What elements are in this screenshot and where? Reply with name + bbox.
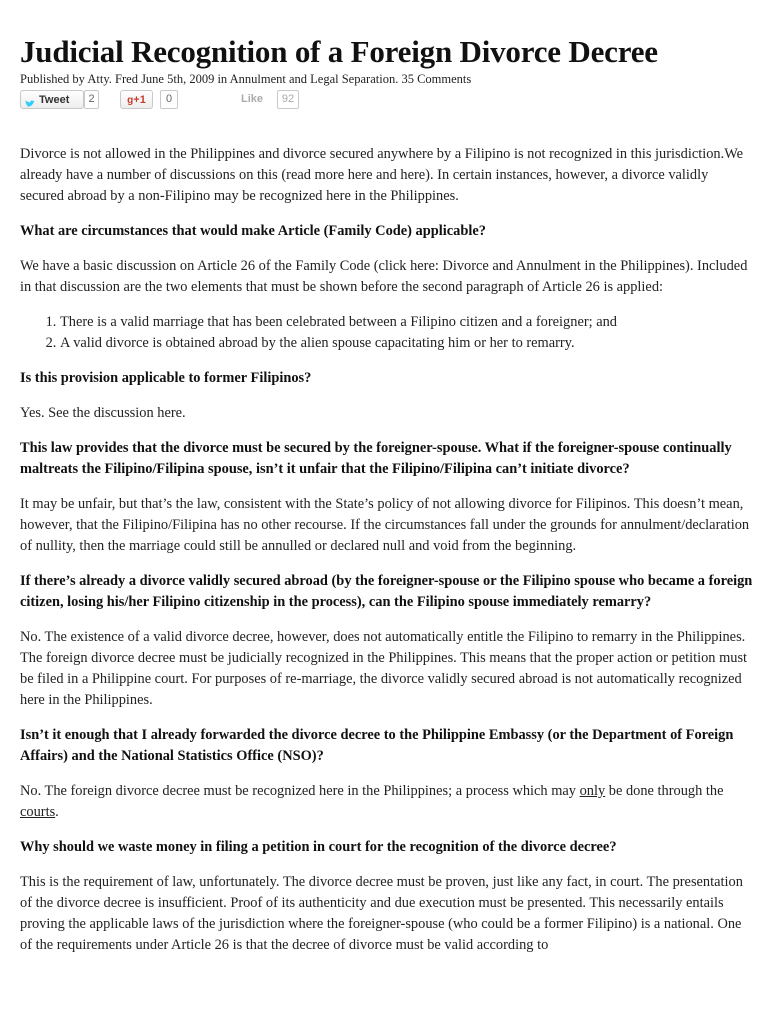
- tweet-count: 2: [84, 90, 99, 109]
- google-plus-icon: g: [127, 95, 134, 106]
- list-item: 1. There is a valid marriage that has been celebrated between a Filipino citizen and a foreigner; and: [60, 312, 755, 333]
- paragraph-answer: [20, 781, 755, 823]
- question-heading: If there’s already a divorce validly secured abroad (by the foreigner-spouse or the Filipino spouse who became a foreign citizen, losing his/her Filipino citizenship in the process), can the Filipino spouse immediately remarry?: [20, 573, 753, 610]
- like-count: 92: [277, 90, 299, 109]
- question-heading: Is this provision applicable to former Filipinos?: [20, 370, 312, 386]
- paragraph-article-26: We have a basic discussion on Article 26 of the Family Code (click here: Divorce and Annulment in the Philippines). Included in that discussion are the two elements that must be shown before the second paragraph of Article 26 is applied:: [20, 258, 748, 295]
- answer-text: be done through the: [605, 783, 724, 799]
- like-button[interactable]: Like: [241, 93, 264, 105]
- gplus-count: 0: [160, 90, 178, 109]
- gplus-label: +1: [133, 94, 146, 106]
- tweet-button[interactable]: [20, 90, 84, 109]
- question-heading: This law provides that the divorce must be secured by the foreigner-spouse. What if the foreigner-spouse continually maltreats the Filipino/Filipina spouse, isn’t it unfair that the Filipino/Filipina can’t initiate divorce?: [20, 440, 732, 477]
- twitter-bird-icon: [25, 96, 35, 104]
- paragraph-intro: Divorce is not allowed in the Philippines and divorce secured anywhere by a Filipino is not recognized in this jurisdiction.We already have a number of discussions on this (read more here and here). In certain instances, however, a divorce validly secured abroad by a non-Filipino may be recognized here in the Philippines.: [20, 146, 744, 204]
- question-heading: What are circumstances that would make Article (Family Code) applicable?: [20, 223, 486, 239]
- tweet-label: Tweet: [39, 94, 70, 106]
- question-heading: Why should we waste money in filing a petition in court for the recognition of the divorce decree?: [20, 839, 617, 855]
- paragraph-answer: It may be unfair, but that’s the law, consistent with the State’s policy of not allowing divorce for Filipinos. This doesn’t mean, however, that the Filipino/Filipina has no other recourse. If the circumstances fall under the grounds for annulment/declaration of nullity, then the marriage could still be annulled or declared null and void from the beginning.: [20, 496, 750, 554]
- post-title: Judicial Recognition of a Foreign Divorce Decree: [20, 34, 658, 69]
- courts-link[interactable]: courts: [20, 804, 56, 820]
- article-body: [20, 144, 755, 970]
- list-item: 2. A valid divorce is obtained abroad by the alien spouse capacitating him or her to remarry.: [60, 333, 755, 354]
- only-emphasis: only: [579, 783, 606, 799]
- answer-text: .: [55, 804, 59, 820]
- paragraph-answer: No. The existence of a valid divorce decree, however, does not automatically entitle the Filipino to remarry in the Philippines. The foreign divorce decree must be judicially recognized in the Philippines. This means that the proper action or petition must be filed in a Philippine court. For purposes of re-marriage, the divorce validly secured abroad is not automatically recognized here in the Philippines.: [20, 629, 748, 708]
- elements-list: [20, 312, 755, 354]
- paragraph-answer: Yes. See the discussion here.: [20, 405, 186, 421]
- social-share-bar: [20, 90, 320, 110]
- post-meta: Published by Atty. Fred June 5th, 2009 in Annulment and Legal Separation. 35 Comments: [20, 72, 472, 86]
- paragraph-answer: This is the requirement of law, unfortunately. The divorce decree must be proven, just like any fact, in court. The presentation of the divorce decree is insufficient. Proof of its authenticity and due execution must be presented. This necessarily entails proving the applicable laws of the jurisdiction where the foreigner-spouse (who could be a former Filipino) is a national. One of the requirements under Article 26 is that the decree of divorce must be valid according to: [20, 874, 743, 953]
- google-plus-button[interactable]: [120, 90, 153, 109]
- question-heading: Isn’t it enough that I already forwarded the divorce decree to the Philippine Embassy (or the Department of Foreign Affairs) and the National Statistics Office (NSO)?: [20, 727, 734, 764]
- answer-text: No. The foreign divorce decree must be recognized here in the Philippines; a process which may: [20, 783, 580, 799]
